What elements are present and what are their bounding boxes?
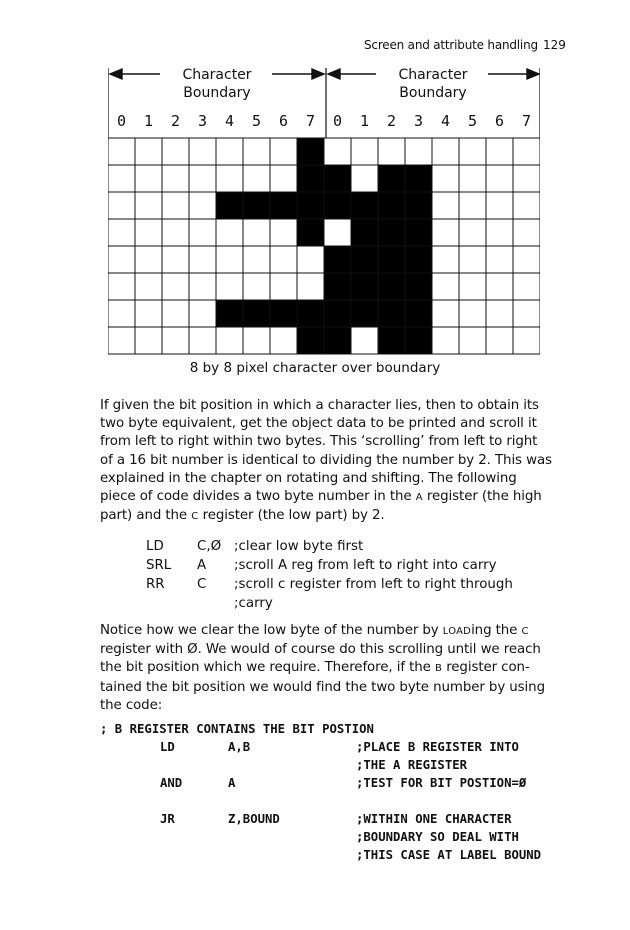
pixel-on-2-9 <box>351 192 378 219</box>
reg-a-ref: A <box>415 492 423 504</box>
left-column-label: 5 <box>251 112 262 130</box>
left-column-label: 1 <box>143 112 154 130</box>
pixel-on-2-6 <box>270 192 297 219</box>
left-column-label: 6 <box>278 112 289 130</box>
left-column-label: 0 <box>116 112 127 130</box>
right-boundary-label-line2: Boundary <box>399 85 467 101</box>
p1-line: explained in the chapter on rotating and shifting. The following <box>100 470 517 486</box>
pixel-on-6-7 <box>297 300 324 327</box>
pixel-on-5-11 <box>405 273 432 300</box>
pixel-on-6-4 <box>216 300 243 327</box>
p2-line: the bit position which we require. Therefore, if the B register con- <box>100 660 530 676</box>
left-column-label: 4 <box>224 112 235 130</box>
pixel-on-5-10 <box>378 273 405 300</box>
pixel-on-5-8 <box>324 273 351 300</box>
p1-line: piece of code divides a two byte number in the A register (the high <box>100 489 542 505</box>
left-arrow-head <box>110 69 122 79</box>
right-column-label: 2 <box>386 112 397 130</box>
pixel-on-3-9 <box>351 219 378 246</box>
pixel-on-6-10 <box>378 300 405 327</box>
right-column-label: 5 <box>467 112 478 130</box>
pixel-grid-svg <box>108 62 540 362</box>
p1-line: of a 16 bit number is identical to dividing the number by 2. This was <box>100 452 552 468</box>
pixel-on-2-5 <box>243 192 270 219</box>
right-column-label: 1 <box>359 112 370 130</box>
pixel-on-2-4 <box>216 192 243 219</box>
left-column-label: 7 <box>305 112 316 130</box>
p1-line: part) and the C register (the low part) by 2. <box>100 508 385 524</box>
p2-line: tained the bit position we would find the two byte number by using <box>100 679 545 695</box>
code2-row: ;BOUNDARY SO DEAL WITH <box>356 830 519 844</box>
right-arrow-head <box>527 69 539 79</box>
p2-line: Notice how we clear the low byte of the number by LOADing the C <box>100 623 529 638</box>
pixel-on-2-11 <box>405 192 432 219</box>
pixel-on-1-7 <box>297 165 324 192</box>
p2-line: register with Ø. We would of course do this scrolling until we reach <box>100 642 541 658</box>
right-arrow-head-left <box>328 69 340 79</box>
p1-line: two byte equivalent, get the object data to be printed and scroll it <box>100 416 537 432</box>
left-boundary-label-line1: Character <box>182 67 252 83</box>
left-boundary-label <box>167 66 267 102</box>
pixel-on-7-7 <box>297 327 324 354</box>
pixel-on-4-10 <box>378 246 405 273</box>
pixel-on-7-8 <box>324 327 351 354</box>
code2-row <box>100 792 374 810</box>
pixel-on-2-7 <box>297 192 324 219</box>
pixel-on-1-8 <box>324 165 351 192</box>
left-column-label: 2 <box>170 112 181 130</box>
right-column-label: 4 <box>440 112 451 130</box>
pixel-on-6-6 <box>270 300 297 327</box>
p1-line: from left to right within two bytes. This ‘scrolling’ from left to right <box>100 434 538 450</box>
right-boundary-label-line1: Character <box>398 67 468 83</box>
code2-row: JR Z,BOUND ;WITHIN ONE CHARACTER <box>160 812 512 826</box>
pixel-on-3-11 <box>405 219 432 246</box>
pixel-on-6-11 <box>405 300 432 327</box>
paragraph-2 <box>100 622 568 715</box>
pixel-on-2-10 <box>378 192 405 219</box>
code2-row: LD A,B ;PLACE B REGISTER INTO <box>160 740 519 754</box>
pixel-on-7-11 <box>405 327 432 354</box>
code2-row: ;THIS CASE AT LABEL BOUND <box>356 848 542 862</box>
pixel-on-1-10 <box>378 165 405 192</box>
p2-line: the code: <box>100 697 163 713</box>
left-column-label: 3 <box>197 112 208 130</box>
pixel-on-4-8 <box>324 246 351 273</box>
pixel-on-1-11 <box>405 165 432 192</box>
pixel-on-2-8 <box>324 192 351 219</box>
left-arrow-head-right <box>312 69 324 79</box>
reg-c-ref: C <box>191 511 199 523</box>
running-title: Screen and attribute handling <box>364 38 538 52</box>
pixel-on-5-9 <box>351 273 378 300</box>
pixel-on-4-11 <box>405 246 432 273</box>
code2-heading: ; B REGISTER CONTAINS THE BIT POSTION <box>100 722 374 736</box>
page-number: 129 <box>543 38 566 52</box>
pixel-on-4-9 <box>351 246 378 273</box>
right-column-label: 3 <box>413 112 424 130</box>
pixel-on-3-7 <box>297 219 324 246</box>
right-boundary-label <box>383 66 483 102</box>
pixel-on-7-10 <box>378 327 405 354</box>
paragraph-1 <box>100 397 568 526</box>
code-block-2 <box>100 720 542 864</box>
pixel-on-6-8 <box>324 300 351 327</box>
right-column-label: 0 <box>332 112 343 130</box>
right-column-label: 7 <box>521 112 532 130</box>
pixel-on-6-9 <box>351 300 378 327</box>
pixel-on-6-5 <box>243 300 270 327</box>
figure-caption: 8 by 8 pixel character over boundary <box>189 360 441 376</box>
left-boundary-label-line2: Boundary <box>183 85 251 101</box>
pixel-grid-figure <box>108 62 540 362</box>
pixel-on-3-10 <box>378 219 405 246</box>
code2-row: ;THE A REGISTER <box>356 758 468 772</box>
code2-row: AND A ;TEST FOR BIT POSTION=Ø <box>160 776 527 790</box>
p1-line: If given the bit position in which a character lies, then to obtain its <box>100 398 539 413</box>
right-column-label: 6 <box>494 112 505 130</box>
pixel-on-0-7 <box>297 138 324 165</box>
